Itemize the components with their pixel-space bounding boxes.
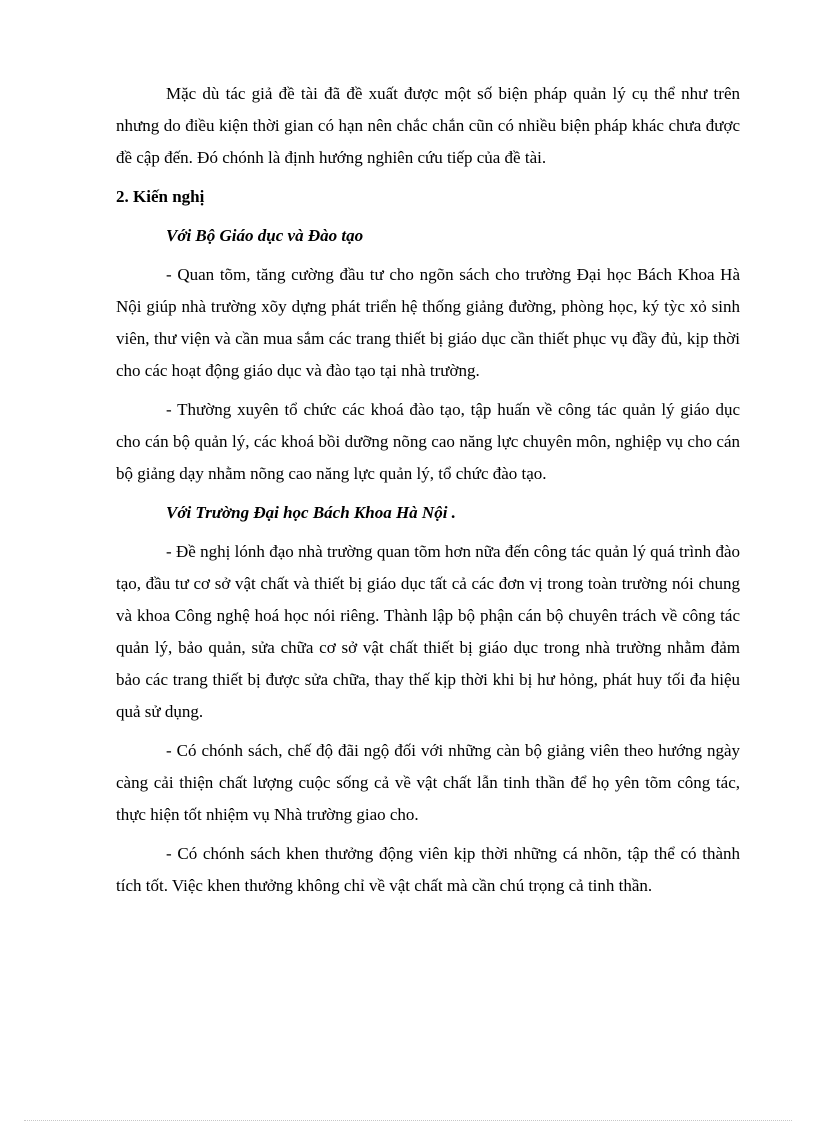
intro-paragraph: Mặc dù tác giả đề tài đã đề xuất được một số biện pháp quản lý cụ thể như trên nhưng do điều kiện thời gian có hạn nên chắc chắn cũn có nhiều biện pháp khác chưa được đề cập đến. Đó chónh là định hướng nghiên cứu tiếp của đề tài.	[116, 84, 740, 167]
ministry-heading: Với Bộ Giáo dục và Đào tạo	[166, 226, 364, 245]
university-item-3: - Có chónh sách khen thưởng động viên kịp thời những cá nhõn, tập thể có thành tích tốt. Việc khen thưởng không chỉ về vật chất mà cần chú trọng cả tinh thần.	[116, 844, 740, 895]
document-page	[116, 78, 740, 909]
university-heading: Với Trường Đại học Bách Khoa Hà Nội .	[166, 503, 456, 522]
section-heading: 2. Kiến nghị	[116, 187, 205, 206]
page-bottom-divider	[24, 1120, 792, 1121]
university-item-2: - Có chónh sách, chế độ đãi ngộ đối với những càn bộ giảng viên theo hướng ngày càng cải thiện chất lượng cuộc sống cả về vật chất lẫn tinh thần để họ yên tõm công tác, thực hiện tốt nhiệm vụ Nhà trường giao cho.	[116, 741, 740, 824]
ministry-item-1: - Quan tõm, tăng cường đầu tư cho ngõn sách cho trường Đại học Bách Khoa Hà Nội giúp nhà trường xõy dựng phát triển hệ thống giảng đường, phòng học, ký tỳc xỏ sinh viên, thư viện và cần mua sắm các trang thiết bị giáo dục cần thiết phục vụ đầy đủ, kịp thời cho các hoạt động giáo dục và đào tạo tại nhà trường.	[116, 265, 740, 380]
ministry-item-2: - Thường xuyên tổ chức các khoá đào tạo, tập huấn về công tác quản lý giáo dục cho cán bộ quản lý, các khoá bồi dưỡng nõng cao năng lực chuyên môn, nghiệp vụ cho cán bộ giảng dạy nhằm nõng cao năng lực quản lý, tổ chức đào tạo.	[116, 400, 740, 483]
university-item-1: - Đề nghị lónh đạo nhà trường quan tõm hơn nữa đến công tác quản lý quá trình đào tạo, đầu tư cơ sở vật chất và thiết bị giáo dục tất cả các đơn vị trong toàn trường nói chung và khoa Công nghệ hoá học nói riêng. Thành lập bộ phận cán bộ chuyên trách về công tác quản lý, bảo quản, sửa chữa cơ sở vật chất thiết bị giáo dục trong nhà trường nhằm đảm bảo các trang thiết bị được sửa chữa, thay thế kịp thời khi bị hư hỏng, phát huy tối đa hiệu quả sử dụng.	[116, 542, 740, 721]
